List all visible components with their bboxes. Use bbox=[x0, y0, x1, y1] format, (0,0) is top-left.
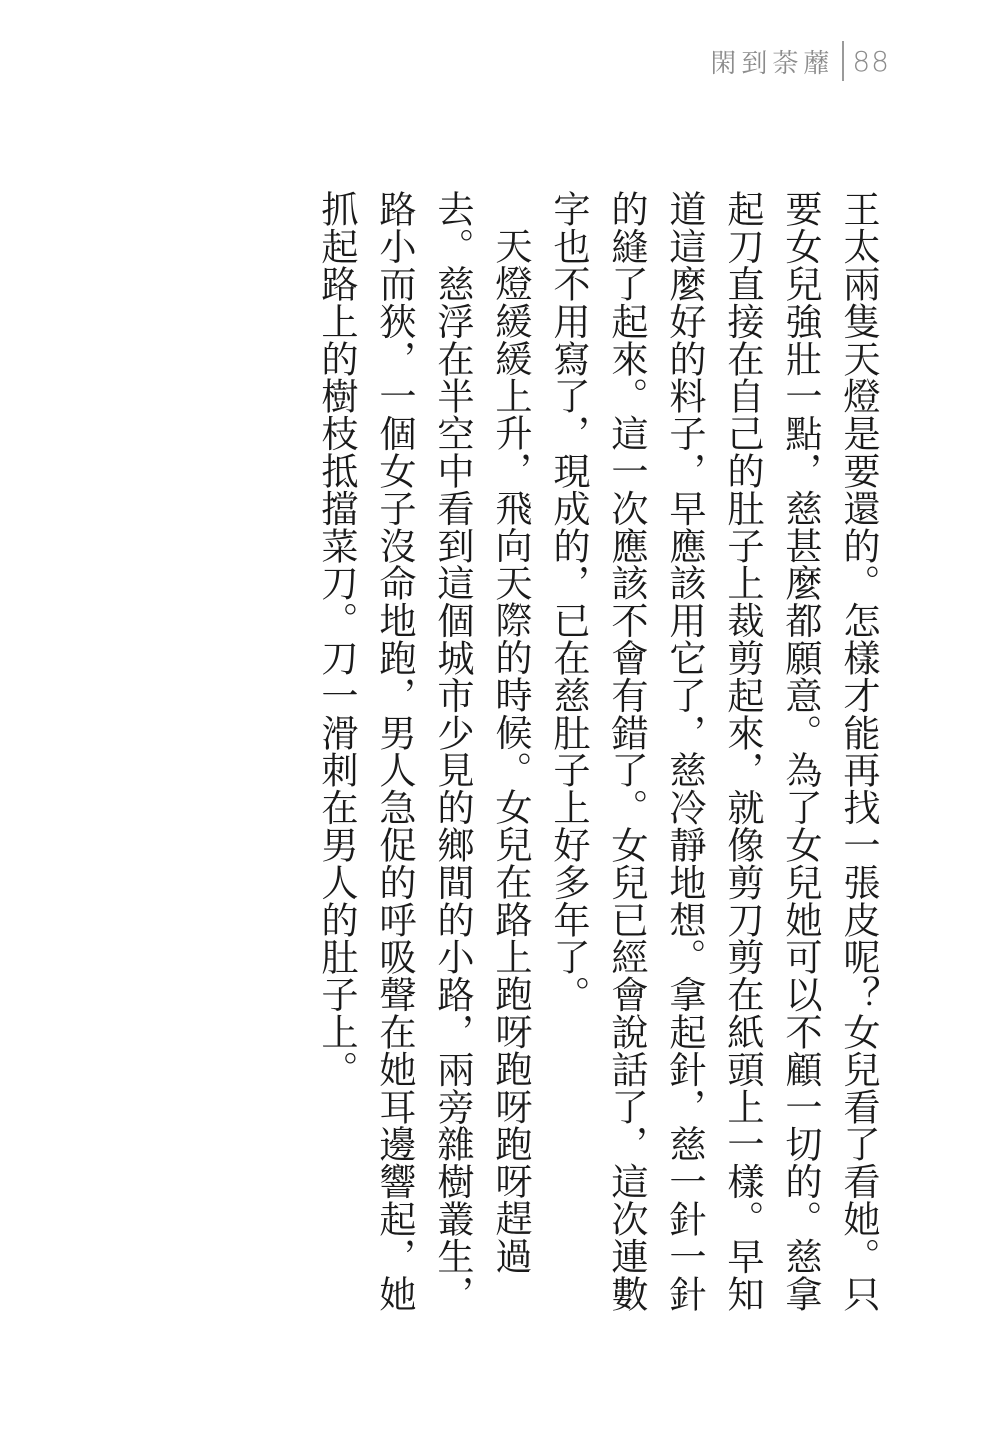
book-title: 閑到荼蘼 bbox=[710, 48, 835, 79]
page-number: 88 bbox=[852, 44, 890, 78]
paragraph: 王太兩隻天燈是要還的。怎樣才能再找一張皮呢？女兒看了看她。只要女兒強壯一點，慈甚麼都願意。為了女兒她可以不顧一切的。慈拿起刀直接在自己的肚子上裁剪起來，就像剪刀剪在紙頭上一樣。早知道這麼好的料子，早應該用它了，慈冷靜地想。拿起針，慈一針一針的縫了起來。這一次應該不會有錯了。女兒已經會說話了，這次連數字也不用寫了，現成的，已在慈肚子上好多年了。 bbox=[547, 190, 881, 1312]
header-divider bbox=[842, 41, 844, 81]
paragraph: 天燈緩緩上升，飛向天際的時候。女兒在路上跑呀跑呀跑呀趕過去。慈浮在半空中看到這個城市少見的鄉間的小路，兩旁雜樹叢生，路小而狹，一個女子沒命地跑，男人急促的呼吸聲在她耳邊響起，她抓起路上的樹枝抵擋菜刀。刀一滑刺在男人的肚子上。 bbox=[315, 190, 533, 1312]
body-text bbox=[308, 190, 888, 1320]
running-header bbox=[710, 38, 890, 84]
